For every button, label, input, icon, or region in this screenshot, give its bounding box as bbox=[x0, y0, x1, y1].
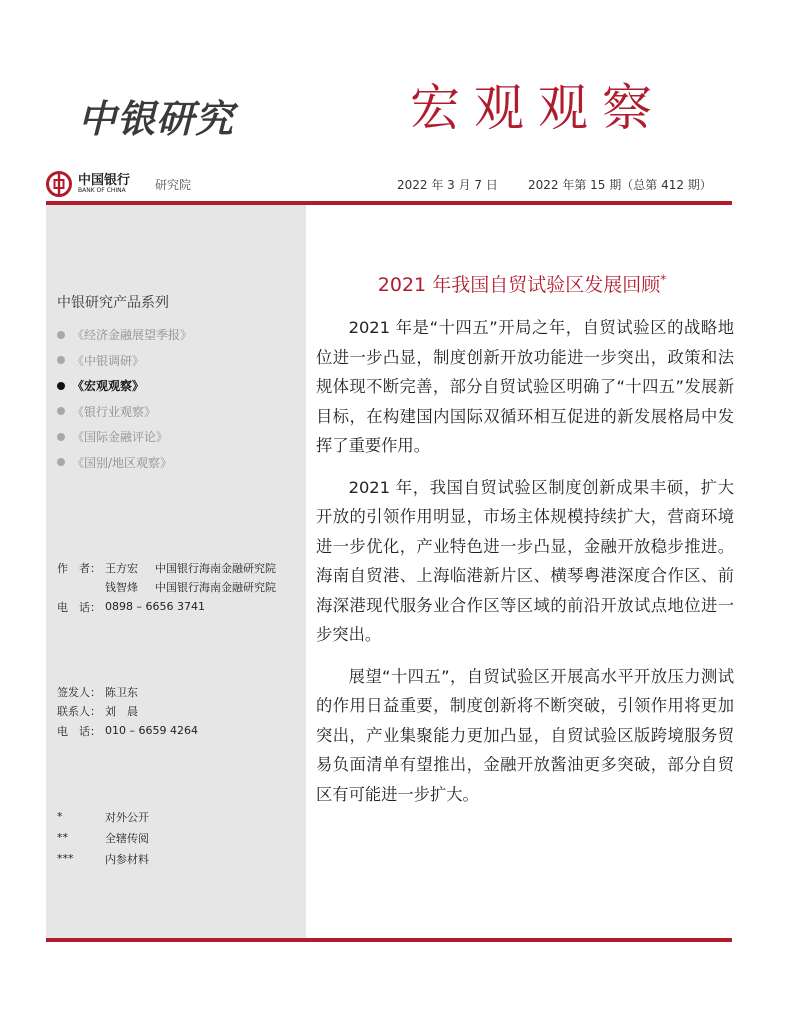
research-logo: 中银研究 bbox=[78, 96, 235, 141]
bullet-icon bbox=[57, 433, 65, 441]
contact-info bbox=[57, 682, 198, 741]
bullet-icon bbox=[57, 331, 65, 339]
classification-row: *** 内参材料 bbox=[57, 852, 149, 866]
bank-name: 中国银行 bbox=[78, 173, 131, 188]
publication-title: 宏观观察 bbox=[410, 79, 666, 137]
signer-row: 签发人： 陈卫东 bbox=[57, 685, 138, 699]
article-body bbox=[316, 313, 734, 821]
author-phone: 0898 – 6656 3741 bbox=[105, 600, 205, 614]
series-title: 中银研究产品系列 bbox=[57, 295, 169, 311]
title-footnote-mark: * bbox=[660, 272, 667, 287]
bullet-icon bbox=[57, 458, 65, 466]
bank-name-english: BANK OF CHINA bbox=[78, 187, 126, 194]
bullet-icon bbox=[57, 356, 65, 364]
author-info bbox=[57, 558, 276, 617]
author-name: 钱智烽 bbox=[105, 581, 138, 595]
issue-number: 2022 年第 15 期（总第 412 期） bbox=[528, 178, 712, 192]
bank-of-china-emblem-icon bbox=[46, 171, 72, 197]
contact-phone-row: 电 话： 010 – 6659 4264 bbox=[57, 724, 198, 738]
series-item[interactable]: 《中银调研》 bbox=[57, 348, 192, 374]
author-row bbox=[57, 578, 276, 598]
article-paragraph: 2021 年是“十四五”开局之年，自贸试验区的战略地位进一步凸显，制度创新开放功能进一步突出，政策和法规体现不断完善，部分自贸试验区明确了“十四五”发展新目标，在构建国内国际双循环相互促进的新发展格局中发挥了重要作用。 bbox=[316, 318, 734, 455]
article-title: 2021 年我国自贸试验区发展回顾* bbox=[377, 272, 667, 296]
author-name: 王方宏 bbox=[105, 561, 138, 575]
classification-legend bbox=[57, 806, 149, 869]
signer-name: 陈卫东 bbox=[105, 685, 138, 699]
series-item-active[interactable]: 《宏观观察》 bbox=[57, 373, 192, 399]
institute-label: 研究院 bbox=[155, 178, 192, 192]
author-row: 作 者： 王方宏 中国银行海南金融研究院 bbox=[57, 561, 276, 575]
author-org: 中国银行海南金融研究院 bbox=[155, 561, 276, 575]
article-paragraph: 展望“十四五”，自贸试验区开展高水平开放压力测试的作用日益重要，制度创新将不断突破，引领作用将更加突出，产业集聚能力更加凸显，自贸试验区版跨境服务贸易负面清单有望推出，金融开放酱油更多突破，部分自贸区有可能进一步扩大。 bbox=[316, 666, 734, 804]
classification-row: ** 全辖传阅 bbox=[57, 831, 149, 845]
series-item[interactable]: 《银行业观察》 bbox=[57, 399, 192, 425]
series-item[interactable]: 《国别/地区观察》 bbox=[57, 450, 192, 476]
issue-date: 2022 年 3 月 7 日 bbox=[397, 178, 498, 192]
author-phone-row: 电 话： 0898 – 6656 3741 bbox=[57, 600, 205, 614]
bullet-icon bbox=[57, 407, 65, 415]
bottom-divider bbox=[46, 938, 732, 942]
series-list bbox=[57, 322, 192, 475]
article-paragraph: 2021 年，我国自贸试验区制度创新成果丰硕，扩大开放的引领作用明显，市场主体规模持续扩大，营商环境进一步优化，产业特色进一步凸显，金融开放稳步推进。海南自贸港、上海临港新片区、横琴粤港深度合作区、前海深港现代服务业合作区等区域的前沿开放试点地位进一步突出。 bbox=[316, 477, 734, 644]
contact-name: 刘 晨 bbox=[105, 705, 138, 719]
classification-row: * 对外公开 bbox=[57, 810, 149, 824]
series-item[interactable]: 《国际金融评论》 bbox=[57, 424, 192, 450]
author-org: 中国银行海南金融研究院 bbox=[155, 581, 276, 595]
bullet-icon bbox=[57, 382, 65, 390]
series-item[interactable]: 《经济金融展望季报》 bbox=[57, 322, 192, 348]
contact-phone: 010 – 6659 4264 bbox=[105, 724, 198, 738]
contact-row: 联系人： 刘 晨 bbox=[57, 705, 138, 719]
